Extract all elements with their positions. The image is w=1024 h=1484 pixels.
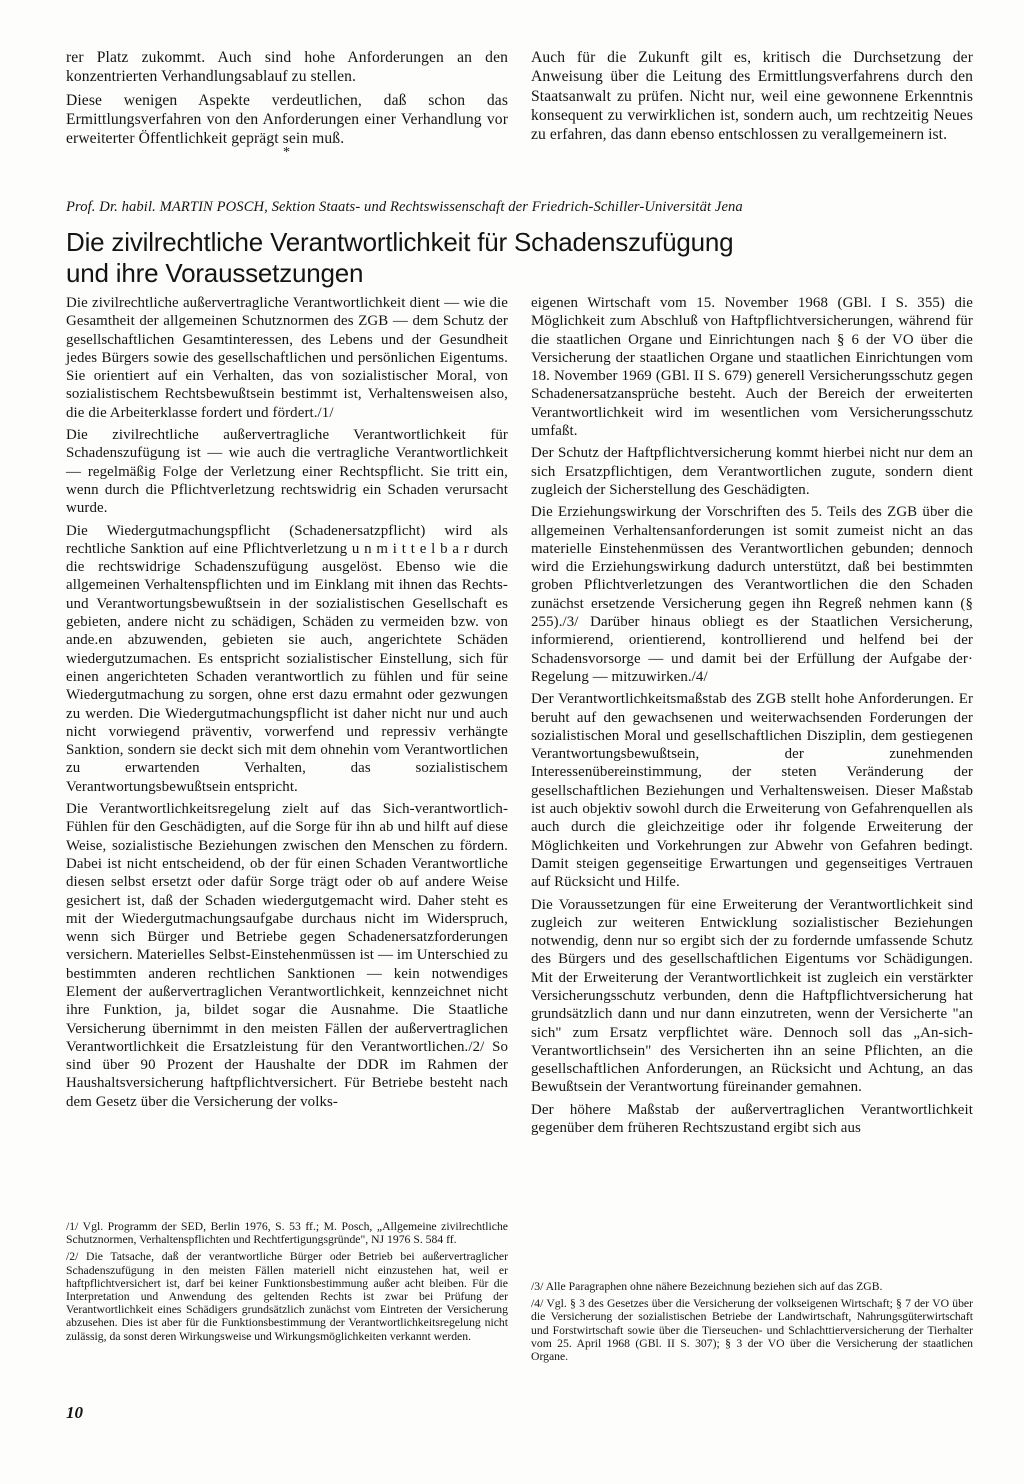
paragraph: Die zivilrechtliche außervertragliche Verantwortlichkeit dient — wie die Gesamtheit der allgemeinen Schutznormen des ZGB — dem Schutz der gesellschaftlichen Gesamtinteressen, des Lebens und der Gesundheit jedes Bürgers sowie des gesellschaftlichen und persönlichen Eigentums. Sie orientiert auf ein Verhalten, das von sozialistischer Moral, von sozialistischem Rechtsbewußtsein bestimmt ist, Verhaltensweisen also, die die Arbeiterklasse fordert und fördert./1/ (66, 295, 508, 421)
paragraph: Die Erziehungswirkung der Vorschriften des 5. Teils des ZGB über die allgemeinen Verhaltensanforderungen ist somit zumeist nicht an das materielle Einstehenmüssen des Verantwortlichen gebunden; dennoch wird die Erziehungswirkung dadurch unterstützt, daß bei bestimmten groben Pflichtverletzungen des Verantwortlichen die den Schaden zunächst ersetzende Versicherung gegen ihn Regreß nehmen kann (§ 255)./3/ Darüber hinaus obliegt es der Staatlichen Versicherung, informierend, orientierend, kontrollierend und helfend bei der Schadensvorsorge — und damit bei der Erfüllung der Aufgabe der· Regelung — mitzuwirken./4/ (531, 504, 973, 685)
article-title (66, 227, 966, 289)
top-left-column (66, 48, 508, 152)
paragraph: rer Platz zukommt. Auch sind hohe Anforderungen an den konzentrierten Verhandlungsablauf zu stellen. (66, 49, 508, 86)
author-line: Prof. Dr. habil. MARTIN POSCH, Sektion Staats- und Rechtswissenschaft der Friedrich-Schiller-Universität Jena (66, 199, 743, 215)
footnote: /3/ Alle Paragraphen ohne nähere Bezeichnung beziehen sich auf das ZGB. (531, 1280, 883, 1293)
paragraph: Die Voraussetzungen für eine Erweiterung der Verantwortlichkeit sind zugleich zur weiteren Entwicklung sozialistischer Beziehungen notwendig, denn nur so ergibt sich der zu fordernde umfassende Schutz des Bürgers und des gesellschaftlichen Eigentums vor Schädigungen. Mit der Erweiterung der Verantwortlichkeit ist zugleich ein verstärkter Versicherungsschutz verbunden, denn die Haftpflichtversicherung hat grundsätzlich dann und nur dann einzutreten, wenn der Versicherte "an sich" zum Ersatz verpflichtet wäre. Dennoch soll das „An-sich-Verantwortlichsein" des Versicherten ihn an seine Pflichten, an die gesellschaftlichen Anforderungen, an Rücksicht und Achtung, an das Bewußtsein der Verantwortung füreinander gemahnen. (531, 896, 973, 1096)
paragraph: Der Verantwortlichkeitsmaßstab des ZGB stellt hohe Anforderungen. Er beruht auf den gewachsenen und weiterwachsenden Forderungen der sozialistischen Moral und gesellschaftlichen Disziplin, dem gestiegenen Verantwortungsbewußtsein, der zunehmenden Interessenübereinstimmung, der steten Veränderung der gesellschaftlichen Beziehungen und Verhaltensweisen. Dieser Maßstab ist auch objektiv sowohl durch die Erweiterung von Gefahrenquellen als auch durch die gleichzeitige oder ihr folgende Erweiterung der Möglichkeiten und Vorkehrungen zur Abwehr von Gefahren bedingt. Damit steigen gegenseitige Erwartungen und gegenseitiges Vertrauen auf Rücksicht und Hilfe. (531, 691, 973, 891)
top-right-column (531, 48, 973, 148)
footnote: /4/ Vgl. § 3 des Gesetzes über die Versicherung der volkseigenen Wirtschaft; § 7 der VO über die Versicherung der sozialistischen Betriebe der Landwirtschaft, Nahrungsgüterwirtschaft und Forstwirtschaft sowie über die Tierseuchen- und Schlachttierversicherung der Tierhalter vom 25. April 1968 (GBl. II S. 307); § 3 der VO über die Versicherung der staatlichen Organe. (531, 1297, 973, 1364)
paragraph: Der Schutz der Haftpflichtversicherung kommt hierbei nicht nur dem an sich Ersatzpflichtigen, dem Verantwortlichen zugute, sondern dient zugleich der Sicherstellung des Geschädigten. (531, 445, 973, 498)
right-column (531, 294, 973, 1141)
left-column (66, 294, 508, 1115)
paragraph: Auch für die Zukunft gilt es, kritisch die Durchsetzung der Anweisung über die Leitung des Ermittlungsverfahrens durch den Staatsanwalt zu prüfen. Nicht nur, weil eine gewonnene Erkenntnis konsequent zu verwirklichen ist, sondern auch, um rechtzeitig Neues zu erfahren, das dann ebenso entschlossen zu verallgemeinern ist. (531, 49, 973, 144)
title-line: Die zivilrechtliche Verantwortlichkeit für Schadenszufügung (66, 227, 734, 257)
paragraph: Die Wiedergutmachungspflicht (Schadenersatzpflicht) wird als rechtliche Sanktion auf eine Pflichtverletzung u n m i t t e l b a r durch die rechtswidrige Schadenszufügung ausgelöst. Ebenso wie die allgemeinen Verhaltenspflichten und im Einklang mit ihnen das Rechts- und Verantwortungsbewußtsein in der sozialistischen Gesellschaft es gebieten, andere nicht zu schädigen, Schäden zu vermeiden bzw. von ande.en abzuwenden, gebieten sie auch, angerichtete Schäden wiedergutzumachen. Es entspricht sozialistischer Einstellung, sich für einen angerichteten Schaden verantwortlich zu fühlen und für seine Wiedergutmachung zu sorgen, ohne erst dazu ermahnt oder gezwungen zu werden. Die Wiedergutmachungspflicht ist daher nicht nur und auch nicht vorwiegend präventiv, vorwerfend und repressiv verhängte Sanktion, sondern sie deckt sich mit dem ohnehin vom Verantwortlichen zu erwartenden Verhalten, das sozialistischem Verantwortungsbewußtsein entspricht. (66, 522, 508, 795)
footnotes-left (66, 1220, 508, 1347)
paragraph: eigenen Wirtschaft vom 15. November 1968 (GBl. I S. 355) die Möglichkeit zum Abschluß von Haftpflichtversicherungen, während für die staatlichen Organe und Einrichtungen nach § 6 der VO über die Versicherung der staatlichen Organe und staatlichen Einrichtungen vom 18. November 1969 (GBl. II S. 679) generell Versicherungsschutz gegen Schadenersatzansprüche besteht. Auch der Bereich der erweiterten Verantwortlichkeit wird im wesentlichen vom Versicherungsschutz umfaßt. (531, 295, 973, 440)
page-number: 10 (66, 1403, 83, 1422)
paragraph: Der höhere Maßstab der außervertraglichen Verantwortlichkeit gegenüber dem früheren Rechtszustand ergibt sich aus (531, 1101, 973, 1137)
paragraph: Die Verantwortlichkeitsregelung zielt auf das Sich-verantwortlich-Fühlen für den Geschädigten, auf die Sorge für ihn ab und hilft auf diese Weise, sozialistische Beziehungen zwischen den Menschen zu fördern. Dabei ist nicht entscheidend, ob der für einen Schaden Verantwortliche diesen selbst ersetzt oder dafür Sorge trägt oder ob auf andere Weise gesichert ist, daß der Schaden wiedergutgemacht wird. Daher steht es mit der Wiedergutmachungsaufgabe durchaus nicht im Widerspruch, wenn sich Bürger und Betriebe gegen Schadenersatzforderungen versichern. Materielles Selbst-Einstehenmüssen ist — im Unterschied zu bestimmten anderen rechtlichen Sanktionen — kein notwendiges Element der außervertraglichen Verantwortlichkeit, kennzeichnet nicht ihre Funktion, ja, bildet sogar die Ausnahme. Die Staatliche Versicherung übernimmt in den meisten Fällen der außervertraglichen Verantwortlichkeit die Ersatzleistung für den Verantwortlichen./2/ So sind über 90 Prozent der Haushalte der DDR im Rahmen der Haushaltsversicherung haftpflichtversichert. Für Betriebe besteht nach dem Gesetz über die Versicherung der volks- (66, 801, 508, 1110)
footnote: /1/ Vgl. Programm der SED, Berlin 1976, S. 53 ff.; M. Posch, „Allgemeine zivilrechtliche Schutznormen, Verhaltenspflichten und Rechtfertigungsgründe", NJ 1976 S. 584 ff. (66, 1220, 508, 1247)
paragraph: Diese wenigen Aspekte verdeutlichen, daß schon das Ermittlungsverfahren von den Anforderungen einer Verhandlung vor erweiterter Öffentlichkeit geprägt sein muß. (66, 91, 508, 148)
section-separator: * (283, 145, 290, 160)
paragraph: Die zivilrechtliche außervertragliche Verantwortlichkeit für Schadenszufügung ist — wie auch die vertragliche Verantwortlichkeit — regelmäßig Folge der Verletzung einer Rechtspflicht. Sie tritt ein, wenn durch die Pflichtverletzung rechtswidrig ein Schaden verursacht wurde. (66, 427, 508, 517)
footnote: /2/ Die Tatsache, daß der verantwortliche Bürger oder Betrieb bei außervertraglicher Schadenszufügung in den meisten Fällen materiell nicht einzustehen hat, weil er haftpflichtversichert ist, darf bei keiner Funktionsbestimmung außer acht bleiben. Für die Interpretation und Anwendung des geltenden Rechts ist zwar bei Prüfung der Verantwortlichkeit eines Schädigers grundsätzlich zunächst vom Eintreten der Versicherung abzusehen. Dies ist aber für die Funktionsbestimmung der Verantwortlichkeitsregelung nicht zulässig, da sonst deren Wirkungsweise und Wirkungsmöglichkeiten verkannt werden. (66, 1250, 508, 1343)
footnotes-right (531, 1280, 973, 1367)
title-line: und ihre Voraussetzungen (66, 258, 364, 288)
